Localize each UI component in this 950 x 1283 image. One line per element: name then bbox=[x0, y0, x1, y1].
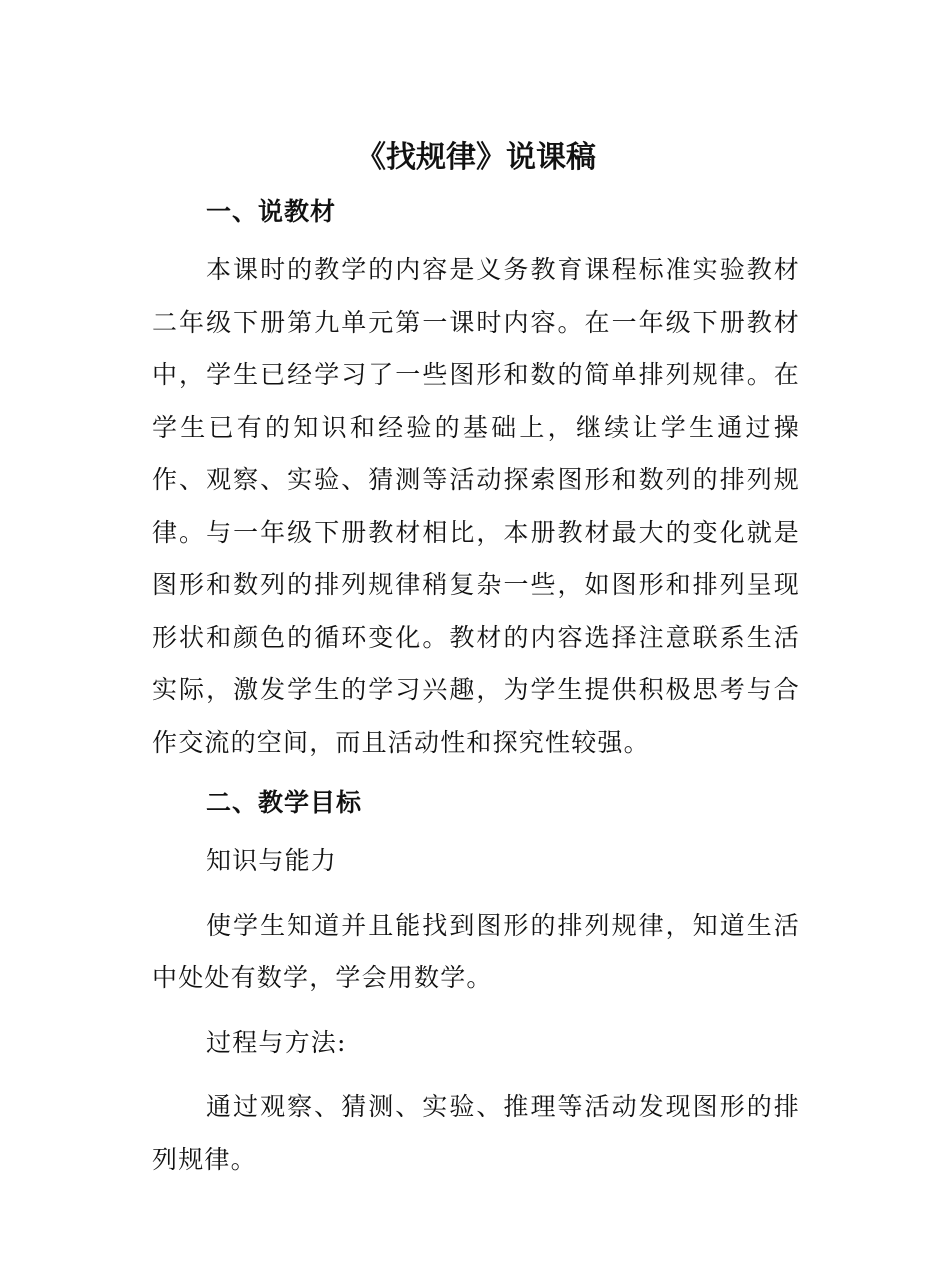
paragraph-textbook-description: 本课时的教学的内容是义务教育课程标准实验教材二年级下册第九单元第一课时内容。在一年级下册教材中，学生已经学习了一些图形和数的简单排列规律。在学生已有的知识和经验的基础上，继续让学生通过操作、观察、实验、猜测等活动探索图形和数列的排列规律。与一年级下册教材相比，本册教材最大的变化就是图形和数列的排列规律稍复杂一些，如图形和排列呈现形状和颜色的循环变化。教材的内容选择注意联系生活实际，激发学生的学习兴趣，为学生提供积极思考与合作交流的空间，而且活动性和探究性较强。 bbox=[152, 255, 800, 757]
paragraph-process-method: 通过观察、猜测、实验、推理等活动发现图形的排列规律。 bbox=[152, 1092, 800, 1174]
subheading-process-method: 过程与方法: bbox=[206, 1027, 347, 1057]
section-heading-textbook: 一、说教材 bbox=[206, 197, 337, 226]
paragraph-knowledge-ability: 使学生知道并且能找到图形的排列规律，知道生活中处处有数学，学会用数学。 bbox=[152, 910, 800, 992]
document-title: 《找规律》说课稿 bbox=[356, 140, 596, 175]
section-heading-teaching-objectives: 二、教学目标 bbox=[206, 788, 363, 817]
document-content bbox=[152, 138, 800, 1186]
subheading-knowledge-ability: 知识与能力 bbox=[206, 846, 338, 875]
